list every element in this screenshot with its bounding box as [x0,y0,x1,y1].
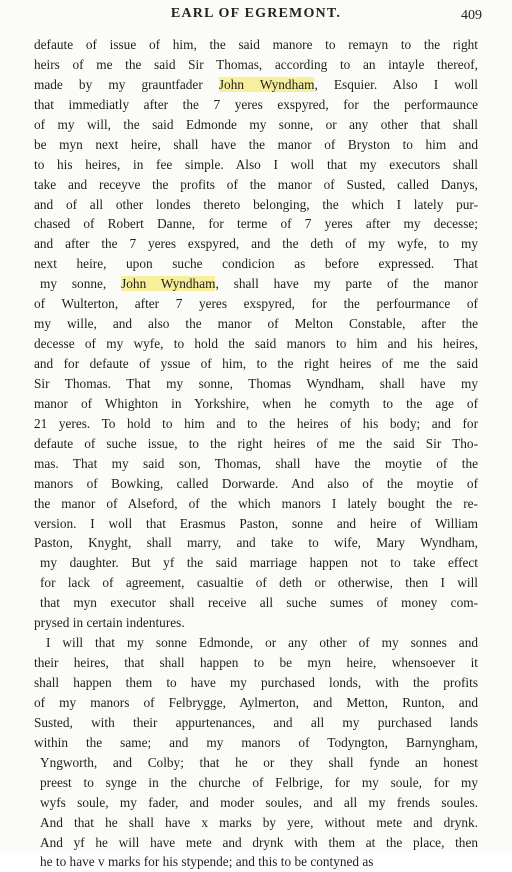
text-line: he to have v marks for his stypende; and this to be contyned as [40,854,374,870]
text-line: mas. That my said son, Thomas, shall have the moytie of the [34,455,478,471]
text-line: decesse of my wyfe, to hold the said manors to him and his heires, [34,336,478,352]
text-line: my daughter. But yf the said marriage happen not to take effect [40,555,478,571]
text-line: 21 yeres. To hold to him and to the heires of his body; and for [34,415,478,431]
text-segment: made by my grauntfader [34,76,219,92]
text-line: wyfs soule, my fader, and moder soules, and all my frends soules. [40,794,478,810]
text-line: And yf he will have mete and drynk with them at the place, then [40,834,478,850]
highlighted-name: John Wyndham [218,76,315,92]
text-line: version. I woll that Erasmus Paston, sonne and heire of William [34,515,478,531]
text-line: chased of Robert Danne, for terme of 7 yeres after my decesse; [34,216,478,232]
text-line: and after the 7 yeres exspyred, and the deth of my wyfe, to my [34,236,478,252]
text-line: preest to synge in the churche of Felbrige, for my soule, for my [40,774,478,790]
text-segment: my sonne, [40,276,122,292]
text-line: I will that my sonne Edmonde, or any other of my sonnes and [46,635,478,651]
page-header [0,4,512,28]
text-line: Sir Thomas. That my sonne, Thomas Wyndham, shall have my [34,375,478,391]
body-text [34,35,478,872]
text-line: shall happen them to have my purchased londs, with the profits [34,675,478,690]
text-line: be myn next heire, shall have the manor of Bryston to him and [34,136,478,152]
text-line: for lack of agreement, casualtie of deth or otherwise, then I will [40,575,478,591]
text-line: Paston, Knyght, shall marry, and take to wife, Mary Wyndham, [34,535,478,551]
text-line: next heire, upon suche condicion as before expressed. That [34,256,478,272]
text-line: manor of Whighton in Yorkshire, when he comyth to the age of [34,395,478,411]
text-line: and for defaute of yssue of him, to the right heires of me the said [34,356,478,371]
highlighted-name: John Wyndham [121,276,216,292]
text-line: prysed in certain indentures. [34,615,185,631]
text-line: defaute of issue of him, the said manore to remayn to the right [34,37,478,52]
text-line: their heires, that shall happen to be myn heire, whensoever it [34,655,478,671]
text-line: defaute of suche issue, to the right heires of me the said Sir Tho- [34,435,478,451]
text-line: heirs of me the said Sir Thomas, according to an intayle thereof, [34,56,478,72]
text-line: take and receyve the profits of the manor of Susted, called Danys, [34,176,478,192]
text-line [34,75,478,95]
text-line: Susted, with their appurtenances, and all my purchased lands [34,714,478,730]
text-segment: , Esquier. Also I woll [314,76,478,92]
running-head: EARL OF EGREMONT. [170,6,342,21]
text-line: of Wulterton, after 7 yeres exspyred, for the perfourmance of [34,296,478,312]
text-line: Yngworth, and Colby; that he or they shall fynde an honest [40,754,478,770]
text-line: to his heires, in fee simple. Also I woll that my executors shall [34,156,478,172]
text-line: And that he shall have x marks by yere, without mete and drynk. [40,814,478,830]
text-line: that immediatly after the 7 yeres exspyred, for the performaunce [34,96,478,112]
text-line: within the same; and my manors of Todyngton, Barnyngham, [34,734,478,750]
text-line: that myn executor shall receive all suche sumes of money com- [40,595,478,611]
page-number: 409 [461,8,482,23]
text-line: my wille, and also the manor of Melton Constable, after the [34,316,478,332]
text-line: of my will, the said Edmonde my sonne, or any other that shall [34,116,478,132]
text-line: the manor of Alseford, of the which manors I lately bought the re- [34,495,478,511]
text-segment: , shall have my parte of the manor [215,276,478,292]
text-line: and of all other londes thereto belonging, the which I lately pur- [34,196,478,212]
text-line [34,274,478,294]
text-line: manors of Bowking, called Dorwarde. And also of the moytie of [34,475,478,491]
text-line: of my manors of Felbrygge, Aylmerton, and Metton, Runton, and [34,694,478,710]
